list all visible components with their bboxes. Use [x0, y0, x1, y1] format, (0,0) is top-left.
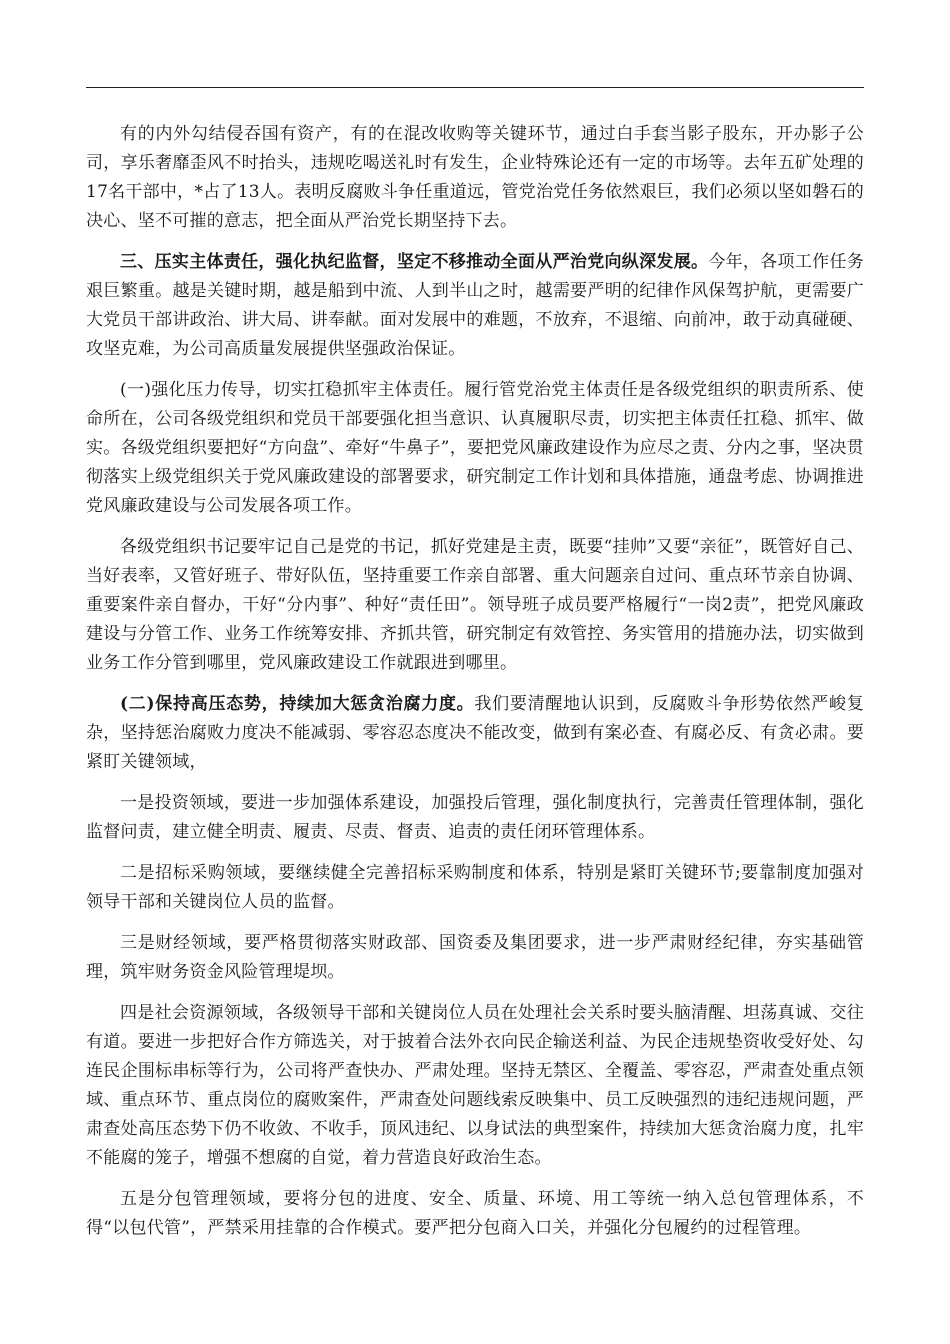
paragraph-text: 各级党组织书记要牢记自己是党的书记，抓好党建是主责，既要“挂帅”又要“亲征”，既管好自己、当好表率，又管好班子、带好队伍，坚持重要工作亲自部署、重大问题亲自过问、重点环节亲自协调、重要案件亲自督办，干好“分内事”、种好“责任田”。领导班子成员要严格履行“一岗2责”，把党风廉政建设与分管工作、业务工作统筹安排、齐抓共管，研究制定有效管控、务实管用的措施办法，切实做到业务工作分管到哪里，党风廉政建设工作就跟进到哪里。: [86, 537, 864, 673]
paragraph-9: [86, 999, 864, 1173]
header-rule: [86, 87, 864, 88]
subsection-heading: (二)保持高压态势，持续加大惩贪治腐力度。: [120, 694, 475, 714]
paragraph-text: 三是财经领域，要严格贯彻落实财政部、国资委及集团要求，进一步严肃财经纪律，夯实基础管理，筑牢财务资金风险管理堤坝。: [86, 933, 864, 982]
paragraph-text: 我们要清醒地认识到，反腐败斗争形势依然严峻复杂，坚持惩治腐败力度决不能减弱、零容忍态度决不能改变，做到有案必查、有腐必反、有贪必肃。要紧盯关键领域，: [86, 694, 864, 772]
paragraph-7: [86, 859, 864, 917]
paragraph-5: [86, 690, 864, 777]
paragraph-text: 有的内外勾结侵吞国有资产，有的在混改收购等关键环节，通过白手套当影子股东，开办影子公司，享乐奢靡歪风不时抬头，违规吃喝送礼时有发生，企业特殊论还有一定的市场等。去年五矿处理的17名干部中，*占了13人。表明反腐败斗争任重道远，管党治党任务依然艰巨，我们必须以坚如磐石的决心、坚不可摧的意志，把全面从严治党长期坚持下去。: [86, 124, 864, 231]
paragraph-1: [86, 120, 864, 236]
paragraph-text: 一是投资领域，要进一步加强体系建设，加强投后管理，强化制度执行，完善责任管理体制，强化监督问责，建立健全明责、履责、尽责、督责、追责的责任闭环管理体系。: [86, 793, 864, 842]
document-body: [86, 120, 864, 1255]
paragraph-3: [86, 376, 864, 521]
paragraph-8: [86, 929, 864, 987]
paragraph-10: [86, 1185, 864, 1243]
section-heading: 三、压实主体责任，强化执纪监督，坚定不移推动全面从严治党向纵深发展。: [120, 252, 709, 272]
paragraph-text: 四是社会资源领域，各级领导干部和关键岗位人员在处理社会关系时要头脑清醒、坦荡真诚、交往有道。要进一步把好合作方筛选关，对于披着合法外衣向民企输送利益、为民企违规垫资收受好处、勾连民企围标串标等行为，公司将严查快办、严肃处理。坚持无禁区、全覆盖、零容忍，严肃查处重点领域、重点环节、重点岗位的腐败案件，严肃查处问题线索反映集中、员工反映强烈的违纪违规问题，严肃查处高压态势下仍不收敛、不收手，顶风违纪、以身试法的典型案件，持续加大惩贪治腐力度，扎牢不能腐的笼子，增强不想腐的自觉，着力营造良好政治生态。: [86, 1003, 864, 1168]
paragraph-2: [86, 248, 864, 364]
paragraph-6: [86, 789, 864, 847]
paragraph-text: (一)强化压力传导，切实扛稳抓牢主体责任。履行管党治党主体责任是各级党组织的职责所系、使命所在，公司各级党组织和党员干部要强化担当意识、认真履职尽责，切实把主体责任扛稳、抓牢、做实。各级党组织要把好“方向盘”、牵好“牛鼻子”，要把党风廉政建设作为应尽之责、分内之事，坚决贯彻落实上级党组织关于党风廉政建设的部署要求，研究制定工作计划和具体措施，通盘考虑、协调推进党风廉政建设与公司发展各项工作。: [86, 380, 864, 516]
paragraph-text: 二是招标采购领域，要继续健全完善招标采购制度和体系，特别是紧盯关键环节;要靠制度加强对领导干部和关键岗位人员的监督。: [86, 863, 864, 912]
paragraph-4: [86, 533, 864, 678]
paragraph-text: 今年，各项工作任务艰巨繁重。越是关键时期，越是船到中流、人到半山之时，越需要严明的纪律作风保驾护航，更需要广大党员干部讲政治、讲大局、讲奉献。面对发展中的难题，不放弃，不退缩、向前冲，敢于动真碰硬、攻坚克难，为公司高质量发展提供坚强政治保证。: [86, 252, 865, 359]
paragraph-text: 五是分包管理领域，要将分包的进度、安全、质量、环境、用工等统一纳入总包管理体系，不得“以包代管”，严禁采用挂靠的合作模式。要严把分包商入口关，并强化分包履约的过程管理。: [86, 1189, 864, 1238]
